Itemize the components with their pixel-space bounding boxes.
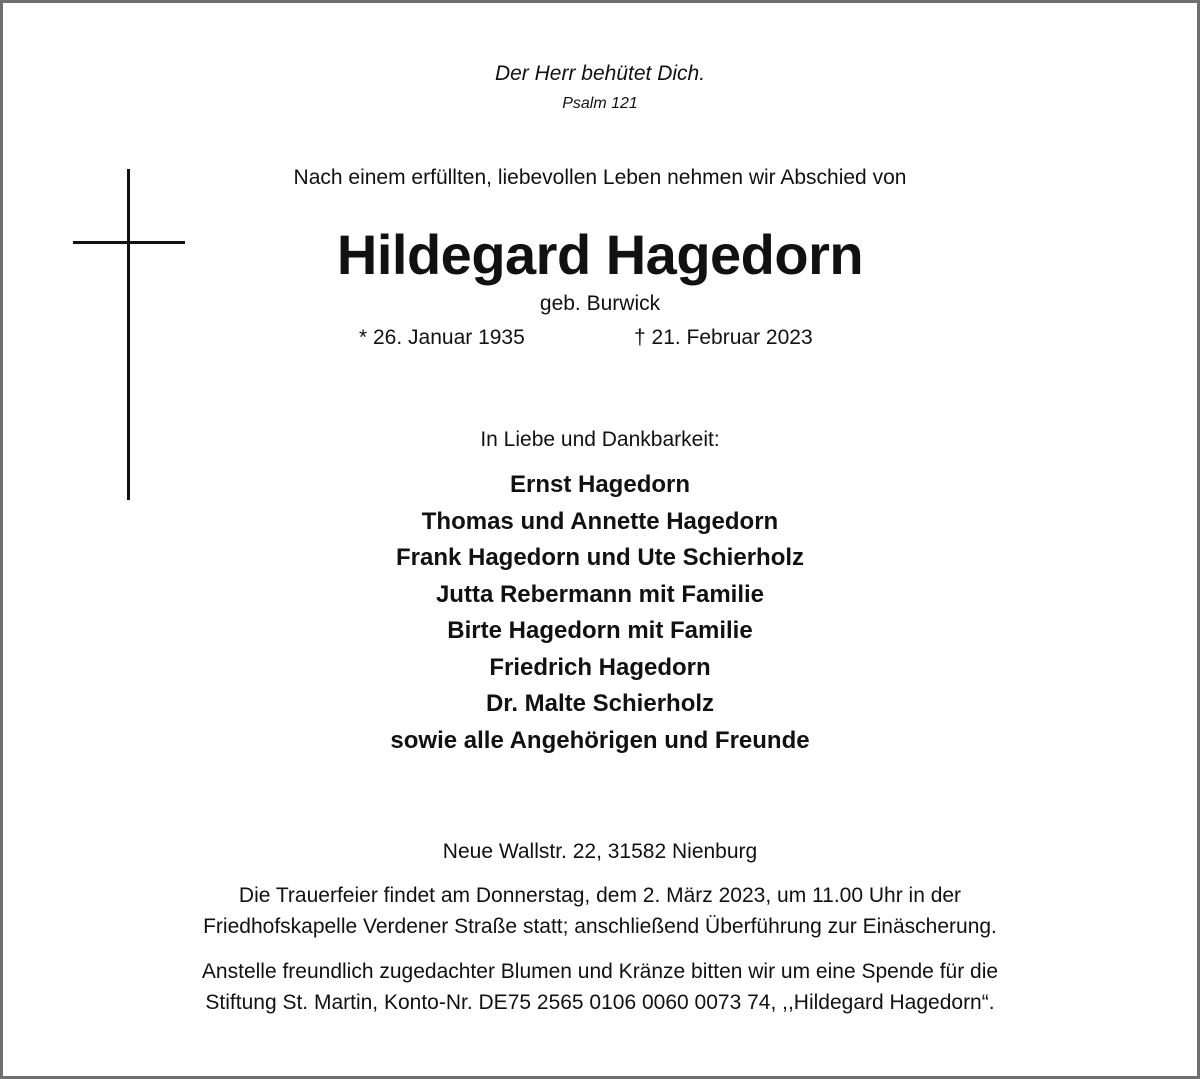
mourner: sowie alle Angehörigen und Freunde (390, 726, 810, 754)
motto: Der Herr behütet Dich. (494, 62, 706, 85)
mourner: Jutta Rebermann mit Familie (435, 580, 765, 608)
maiden-name: geb. Burwick (539, 292, 661, 315)
mourner: Birte Hagedorn mit Familie (447, 617, 753, 644)
mourner: Dr. Malte Schierholz (485, 690, 715, 717)
motto-source: Psalm 121 (562, 95, 638, 112)
donation-line: Anstelle freundlich zugedachter Blumen und Kränze bitten wir um eine Spende für die (201, 960, 999, 983)
mourner: Thomas und Annette Hagedorn (421, 507, 779, 535)
thanks-heading: In Liebe und Dankbarkeit: (480, 428, 720, 451)
mourner: Ernst Hagedorn (509, 471, 691, 498)
deceased-name: Hildegard Hagedorn (336, 223, 864, 286)
mourner: Friedrich Hagedorn (489, 653, 711, 681)
birth-date: * 26. Januar 1935 (359, 326, 525, 349)
service-line: Friedhofskapelle Verdener Straße statt; anschließend Überführung zur Einäscherung. (203, 915, 997, 938)
intro-text: Nach einem erfüllten, liebevollen Leben nehmen wir Abschied von (293, 166, 907, 189)
death-date: † 21. Februar 2023 (634, 326, 813, 349)
service-line: Die Trauerfeier findet am Donnerstag, dem 2. März 2023, um 11.00 Uhr in der (238, 884, 962, 907)
mourners-list (0, 467, 1200, 759)
mourning-address: Neue Wallstr. 22, 31582 Nienburg (442, 840, 758, 863)
funeral-service-info (0, 880, 1200, 942)
mourner: Frank Hagedorn und Ute Schierholz (395, 544, 805, 571)
donation-info (0, 956, 1200, 1018)
donation-line: Stiftung St. Martin, Konto-Nr. DE75 2565 0106 0060 0073 74, ,,Hildegard Hagedorn“. (205, 991, 995, 1014)
